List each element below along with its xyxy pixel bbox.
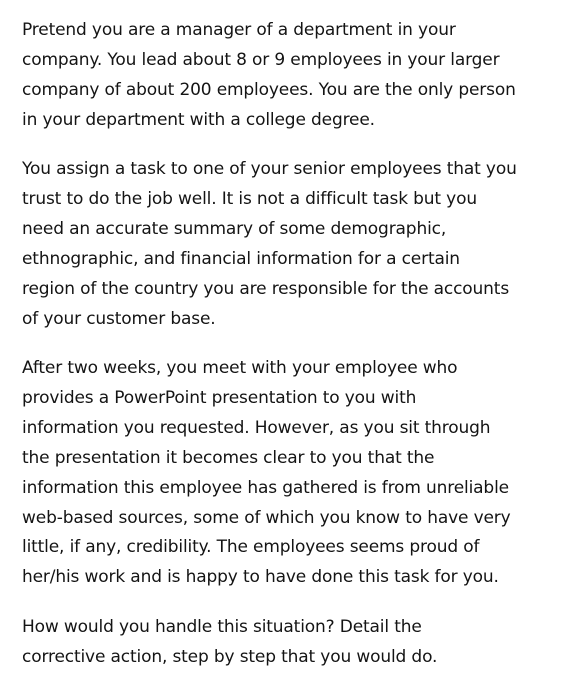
text-line: of your customer base. [22,308,216,329]
text-line: provides a PowerPoint presentation to you with [22,387,417,408]
text-line: information this employee has gathered is from unreliable [22,477,509,498]
text-line: little, if any, credibility. The employees seems proud of [22,537,480,558]
text-line: information you requested. However, as you sit through [22,417,491,438]
text-line: in your department with a college degree. [22,109,375,130]
text-line: Pretend you are a manager of a department in your [22,20,456,40]
text-line: her/his work and is happy to have done this task for you. [22,567,499,588]
text-line: web-based sources, some of which you know to have very [22,507,511,528]
text-line: corrective action, step by step that you would do. [22,646,438,667]
text-line: How would you handle this situation? Detail the [22,617,422,637]
text-line: need an accurate summary of some demographic, [22,218,447,239]
paragraph-scenario-intro [22,16,516,136]
paragraph-presentation [22,354,511,593]
text-line: After two weeks, you meet with your employee who [22,358,458,378]
text-line: company. You lead about 8 or 9 employees in your larger [22,49,500,70]
text-line: You assign a task to one of your senior employees that you [22,159,517,179]
paragraph-task-assignment [22,155,517,334]
text-line: trust to do the job well. It is not a difficult task but you [22,188,477,209]
text-line: company of about 200 employees. You are the only person [22,79,516,100]
text-line: ethnographic, and financial information for a certain [22,248,460,269]
text-line: the presentation it becomes clear to you that the [22,447,435,468]
text-line: region of the country you are responsible for the accounts [22,278,510,299]
paragraph-question [22,613,437,673]
